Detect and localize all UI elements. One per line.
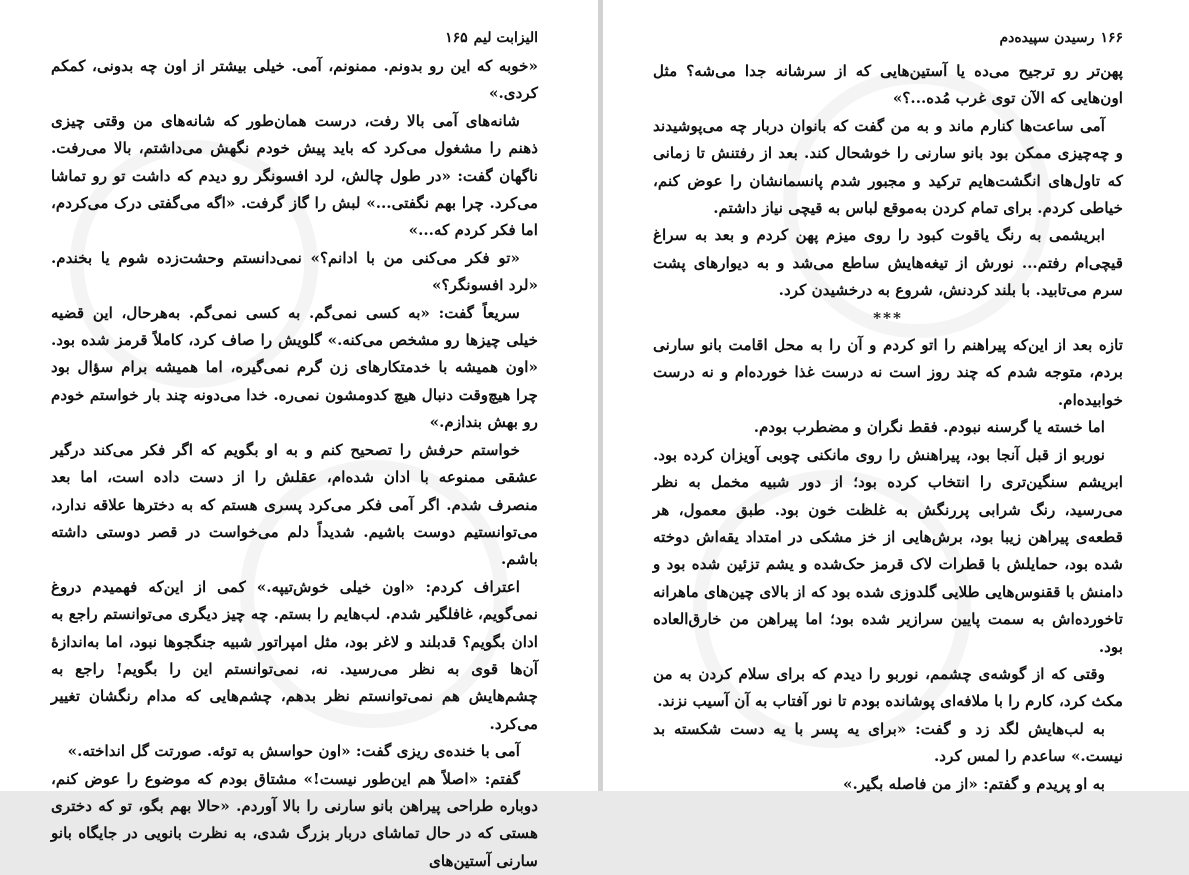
paragraph: آمی با خنده‌ی ریزی گفت: «اون حواسش به توئه. صورتت گل انداخته.» bbox=[67, 742, 520, 761]
paragraph: ابریشمی به رنگ یاقوت کبود را روی میزم پهن کردم و بعد به سراغ قیچی‌ام رفتم... نورش از تیغه‌هایش ساطع می‌شد و به دیوارهای پشت سرم می‌تابید. با بلند کردنش، شروع به درخشیدن کرد. bbox=[653, 226, 1123, 300]
paragraph: وقتی که از گوشه‌ی چشمم، نوربو را دیدم که برای سلام کردن به من مکث کرد، کارم را با ملافه‌ای پوشانده بودم تا نور آفتاب به آن آسیب نزند. bbox=[653, 664, 1123, 711]
section-separator: *** bbox=[873, 308, 903, 327]
paragraph: خواستم حرفش را تصحیح کنم و به او بگویم که اگر فکر می‌کند درگیر عشقی ممنوعه با ادان شده‌ام، عقلش را از دست داده است، اما بعد منصرف شدم. اگر آمی فکر می‌کرد پسری هستم که به دخترها علاقه ندارد، می‌توانستیم دوست باشیم. شدیداً دلم می‌خواست در قصر دوستی داشته باشم. bbox=[51, 440, 538, 569]
paragraph: گفتم: «اصلاً هم این‌طور نیست!» مشتاق بودم که موضوع را عوض کنم، دوباره طراحی پیراهن بانو سارنی را بالا آوردم. «حالا بهم بگو، تو که دختری هستی که در حال تماشای دربار بزرگ شدی، به نظرت بانویی در جایگاه بانو سارنی آستین‌های bbox=[51, 769, 538, 870]
paragraph: به او پریدم و گفتم: «از من فاصله بگیر.» bbox=[842, 774, 1105, 793]
running-header-title: الیزابت لیم bbox=[473, 30, 538, 46]
paragraph: «خوبه که این رو بدونم. ممنونم، آمی. خیلی بیشتر از اون چه بدونی، کمکم کردی.» bbox=[51, 57, 538, 103]
page-body bbox=[653, 58, 1123, 798]
running-header bbox=[445, 30, 538, 46]
paragraph: آمی ساعت‌ها کنارم ماند و به من گفت که بانوان دربار چه می‌پوشیدند و چه‌چیزی ممکن بود بانو سارنی را خوشحال کند. بعد از رفتنش تا زمانی که تاول‌های انگشت‌هایم ترکید و مجبور شدم پانسمانشان را عوض کنم، خیاطی کردم. برای تمام کردن به‌موقع لباس به قیچی نیاز داشتم. bbox=[653, 116, 1123, 218]
paragraph: نوربو از قبل آنجا بود، پیراهنش را روی مانکنی چوبی آویزان کرده بود. ابریشم سنگین‌تری را انتخاب کرده بود؛ از دور شبیه مخمل به نظر می‌رسید، رنگ شرابی پررنگش به غلظت خون بود. طبق معمول، هر قطعه‌ی پیراهن زیبا بود، برش‌هایی از خز مشکی در امتداد یقه‌اش دوخته شده بود، حمایلش با قطرات لاک قرمز حک‌شده و یشم تزئین شده بود و دامنش با ققنوس‌هایی طلایی گلدوزی شده بود که از بالای چین‌های ماهرانه تا‌خورده‌اش به سمت پایین سرازیر شده بود؛ اما پیراهن من خارق‌العاده بود. bbox=[653, 445, 1123, 656]
paragraph: به لب‌هایش لگد زد و گفت: «برای یه پسر با یه دست شکسته بد نیست.» ساعدم را لمس کرد. bbox=[653, 719, 1123, 766]
page-body bbox=[51, 53, 538, 875]
right-page bbox=[603, 0, 1189, 791]
page-number: ۱۶۶ bbox=[1100, 30, 1123, 46]
paragraph: تازه بعد از این‌که پیراهنم را اتو کردم و آن را به محل اقامت بانو سارنی بردم، متوجه شدم که چند روز است نه درست غذا خورده‌ام و نه درست خوابیده‌ام. bbox=[653, 336, 1123, 409]
paragraph: اعتراف کردم: «اون خیلی خوش‌تیپه.» کمی از این‌که فهمیدم دروغ نمی‌گویم، غافلگیر شدم. لب‌هایم را بستم. چه چیز دیگری می‌توانستم راجع به ادان بگویم؟ قدبلند و لاغر بود، مثل امپراتور شبیه جنگجوها نبود، اما به‌اندازهٔ آن‌ها قوی به نظر می‌رسید. نه، نمی‌توانستم این را بگویم! راجع به چشم‌هایش هم نمی‌توانستم نظر بدهم، چشم‌هایی که مدام رنگشان تغییر می‌کرد. bbox=[51, 577, 538, 733]
paragraph: شانه‌های آمی بالا رفت، درست همان‌طور که شانه‌های من وقتی چیزی ذهنم را مشغول می‌کرد که باید پیش خودم نگهش می‌داشتم، بالا می‌رفت. ناگهان گفت: «در طول چالش، لرد افسونگر رو دیدم که داشت تو رو تماشا می‌کرد. چرا بهم نگفتی...» لبش را گاز گرفت. «اگه می‌گفتی درک می‌کردم، اما فکر کردم که...» bbox=[51, 111, 538, 240]
running-header-title: رسیدن سپیده‌دم bbox=[999, 30, 1095, 46]
paragraph: سریعاً گفت: «به کسی نمی‌گم. به کسی نمی‌گم. به‌هرحال، این قضیه خیلی چیزها رو مشخص می‌کنه.» گلویش را صاف کرد، کاملاً قرمز شده بود. «اون همیشه با خدمتکارهای زن گرم نمی‌گیره، اما همیشه برام سؤال بود چرا هیچ‌وقت دنبال هیچ کدومشون نمی‌ره. خدا می‌دونه چند بار خواستم خودم رو بهش بندازم.» bbox=[51, 303, 538, 432]
paragraph: پهن‌تر رو ترجیح می‌ده یا آستین‌هایی که از سرشانه جدا می‌شه؟ مثل اون‌هایی که الآن توی غرب مُده...؟» bbox=[653, 62, 1123, 108]
paragraph: «تو فکر می‌کنی من با ادانم؟» نمی‌دانستم وحشت‌زده شوم یا بخندم. «لرد افسونگر؟» bbox=[51, 248, 538, 295]
running-header bbox=[999, 30, 1123, 46]
paragraph: اما خسته یا گرسنه نبودم. فقط نگران و مضطرب بودم. bbox=[753, 418, 1105, 437]
page-number: ۱۶۵ bbox=[445, 30, 468, 46]
